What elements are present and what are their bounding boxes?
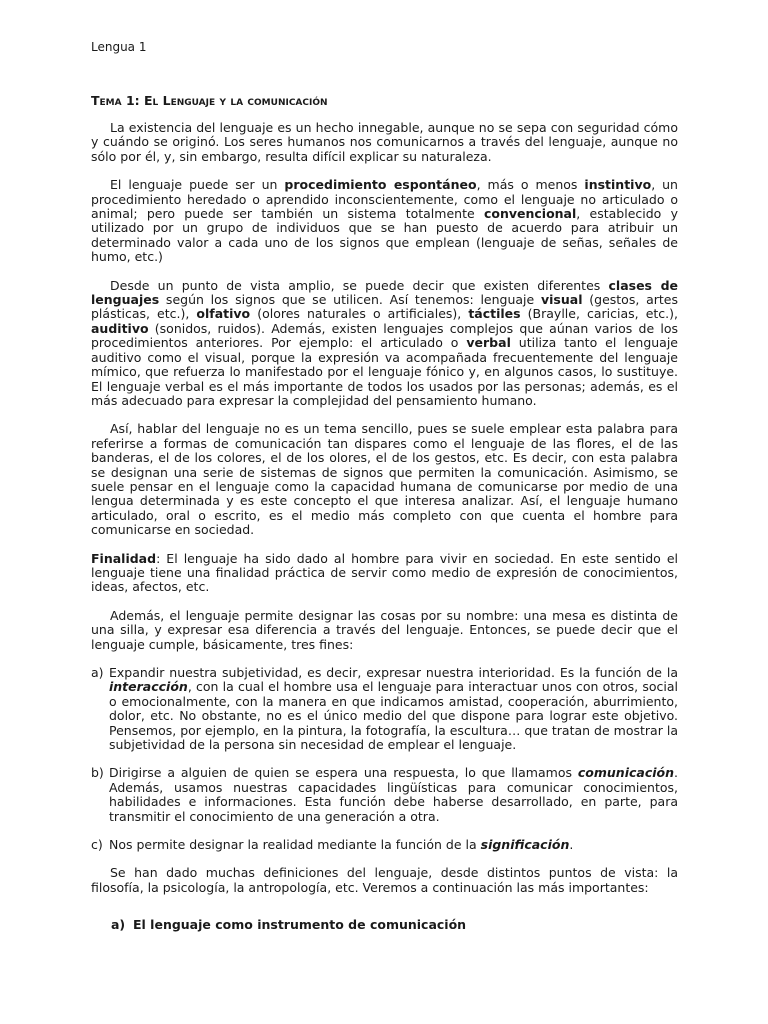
paragraph-procedimiento (91, 178, 678, 264)
text-run: . Además, usamos nuestras capacidades lingüísticas para comunicar conocimientos, habilidades e informaciones. Esta función debe haberse desarrollado, en parte, para transmitir el conocimiento de una generación a otra. (109, 765, 678, 824)
text-run: (olores naturales o artificiales), (250, 306, 469, 322)
text-run: , con la cual el hombre usa el lenguaje para interactuar unos con otros, social o emocionalmente, con la manera en que indicamos amistad, cooperación, aburrimiento, dolor, etc. No obstante, no es el único medio del que dispone para lograr este objetivo. Pensemos, por ejemplo, en la pintura, la fotografía, la escultura… que tratan de mostrar la subjetividad de la persona sin necesidad de emplear el lenguaje. (109, 679, 678, 753)
list-item-c (91, 838, 678, 852)
text-run: Desde un punto de vista amplio, se puede decir que existen diferentes (110, 277, 609, 293)
list-marker: c) (91, 837, 103, 853)
bold-term-finalidad: Finalidad (91, 550, 157, 566)
text-run: (gestos, artes plásticas, etc.), (91, 292, 678, 322)
paragraph-hablar: Así, hablar del lenguaje no es un tema sencillo, pues se suele emplear esta palabra para referirse a formas de comunicación tan dispares como el lenguaje de las flores, el de las banderas, el de los colores, el de los olores, el de los gestos, etc. Es decir, con esta palabra se designan una serie de sistemas de signos que permiten la comunicación. Asimismo, se suele pensar en el lenguaje como la capacidad humana de comunicarse por medio de una lengua determinada y es este concepto el que interesa analizar. Así, el lenguaje humano articulado, oral o escrito, es el medio más completo con que cuenta el hombre para comunicarse en sociedad. (91, 421, 678, 538)
text-run: utiliza tanto el lenguaje auditivo como el visual, porque la expresión va acompañada frecuentemente del lenguaje mímico, que refuerza lo manifestado por el lenguaje fónico y, en algunos casos, lo sustituye. El lenguaje verbal es el más importante de todos los usados por las personas; además, es el más adecuado para expresar la complejidad del pensamiento humano. (91, 335, 678, 408)
text-run: : El lenguaje ha sido dado al hombre para vivir en sociedad. En este sentido el lenguaje tiene una finalidad práctica de servir como medio de expresión de conocimientos, ideas, afectos, etc. (91, 550, 678, 595)
bold-term-clases: clases de lenguajes (91, 277, 678, 308)
list-marker: b) (91, 765, 104, 781)
text-run: . (569, 837, 574, 853)
bold-term-auditivo: auditivo (91, 320, 149, 336)
bold-term-olfativo: olfativo (196, 306, 251, 322)
paragraph-clases (91, 279, 678, 409)
section-heading-text: El lenguaje como instrumento de comunicación (133, 917, 467, 933)
section-marker: a) (111, 917, 126, 933)
chapter-title: Tema 1: El Lenguaje y la comunicación (91, 93, 328, 108)
text-run: Expandir nuestra subjetividad, es decir, expresar nuestra interioridad. Es la función de la (109, 665, 678, 680)
list-marker: a) (91, 665, 104, 680)
bold-italic-term-significacion: significación (480, 837, 570, 853)
text-run: según los signos que se utilicen. Así tenemos: lenguaje (159, 292, 541, 308)
list-item-b (91, 766, 678, 824)
running-header: Lengua 1 (91, 40, 147, 54)
section-heading (111, 918, 678, 932)
text-run: , establecido y utilizado por un grupo de individuos que se han puesto de acuerdo para atribuir un determinado valor a cada uno de los signos que emplean (lenguaje de señas, señales de humo, etc.) (91, 206, 678, 265)
bold-term-espontaneo: procedimiento espontáneo (284, 177, 477, 193)
paragraph-definiciones: Se han dado muchas definiciones del lenguaje, desde distintos puntos de vista: la filosofía, la psicología, la antropología, etc. Veremos a continuación las más importantes: (91, 865, 678, 895)
bold-term-verbal: verbal (466, 335, 511, 351)
bold-term-convencional: convencional (483, 206, 577, 222)
bold-italic-term-interaccion: interacción (109, 679, 188, 695)
text-run: (Braylle, caricias, etc.), (520, 306, 678, 322)
text-run: Dirigirse a alguien de quien se espera una respuesta, lo que llamamos (109, 765, 578, 781)
bold-italic-term-comunicacion: comunicación (577, 765, 675, 781)
text-run: Nos permite designar la realidad mediante la función de la (109, 837, 481, 853)
bold-term-instintivo: instintivo (584, 177, 652, 193)
bold-term-tactiles: táctiles (468, 306, 521, 322)
bold-term-visual: visual (541, 292, 583, 308)
list-item-a (91, 666, 678, 752)
paragraph-existencia: La existencia del lenguaje es un hecho innegable, aunque no se sepa con seguridad cómo y cuándo se originó. Los seres humanos nos comunicarnos a través del lenguaje, aunque no sólo por él, y, sin embargo, resulta difícil explicar su naturaleza. (91, 120, 678, 164)
text-run: (sonidos, ruidos). Además, existen lenguajes complejos que aúnan varios de los procedimientos anteriores. Por ejemplo: el articulado o (91, 320, 678, 351)
text-run: , más o menos (476, 177, 585, 193)
text-run: El lenguaje puede ser un (110, 177, 285, 193)
text-run: , un procedimiento heredado o aprendido inconscientemente, como el lenguaje no articulado o animal; pero puede ser también un sistema totalmente (91, 177, 678, 222)
paragraph-designar: Además, el lenguaje permite designar las cosas por su nombre: una mesa es distinta de una silla, y expresar esa diferencia a través del lenguaje. Entonces, se puede decir que el lenguaje cumple, básicamente, tres fines: (91, 607, 678, 652)
paragraph-finalidad (91, 552, 678, 595)
